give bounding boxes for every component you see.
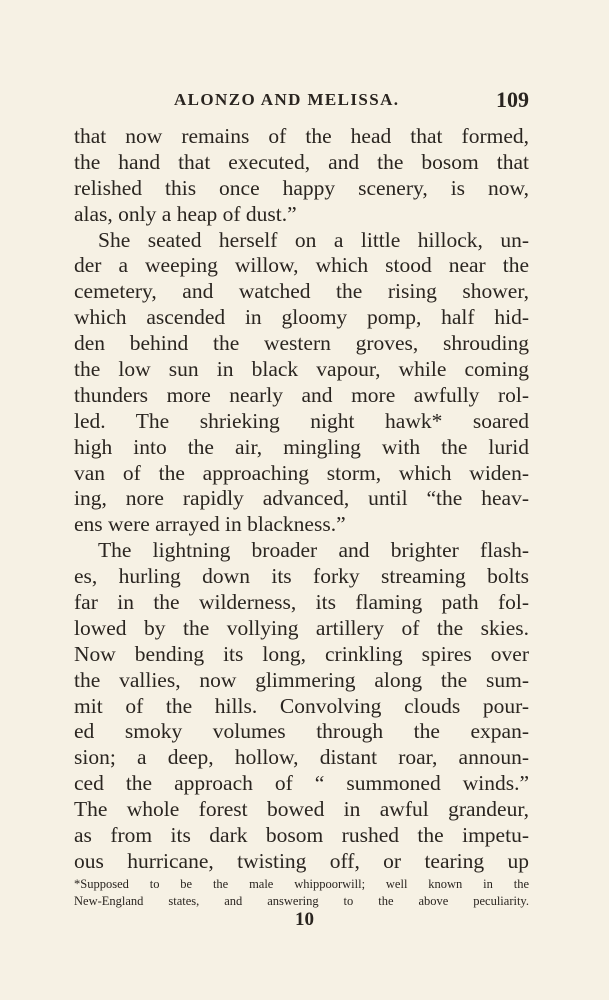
running-head — [74, 87, 529, 118]
text-line: the vallies, now glimmering along the sum- — [74, 667, 529, 692]
text-line: relished this once happy scenery, is now, — [74, 175, 529, 200]
text-line: den behind the western groves, shrouding — [74, 331, 529, 356]
text-line: ous hurricane, twisting off, or tearing up — [74, 848, 529, 873]
text-line: ens were arrayed in blackness.” — [74, 512, 346, 537]
text-line: thunders more nearly and more awfully rol- — [74, 382, 529, 407]
page-number: 109 — [496, 87, 529, 112]
text-line: alas, only a heap of dust.” — [74, 201, 297, 226]
footnote-line: *Supposed to be the male whippoorwill; well known in the — [74, 877, 529, 891]
running-title: ALONZO AND MELISSA. — [174, 90, 400, 109]
body-text — [74, 124, 529, 875]
text-line: cemetery, and watched the rising shower, — [74, 279, 529, 304]
text-line: ced the approach of “ summoned winds.” — [74, 771, 529, 796]
text-line: as from its dark bosom rushed the impetu- — [74, 823, 529, 848]
text-line: mit of the hills. Convolving clouds pour- — [74, 693, 529, 718]
text-line: lowed by the vollying artillery of the skies. — [74, 615, 529, 640]
text-line: far in the wilderness, its flaming path fol- — [74, 590, 529, 615]
signature-mark: 10 — [295, 909, 314, 930]
text-line: van of the approaching storm, which widen- — [74, 460, 529, 485]
text-line: high into the air, mingling with the lurid — [74, 434, 529, 459]
text-line: Now bending its long, crinkling spires over — [74, 641, 529, 666]
text-line: ing, nore rapidly advanced, until “the heav- — [74, 486, 529, 511]
text-line: The whole forest bowed in awful grandeur, — [74, 797, 529, 822]
text-line: She seated herself on a little hillock, un- — [98, 227, 529, 252]
text-line: der a weeping willow, which stood near the — [74, 253, 529, 278]
footnotes — [74, 876, 529, 910]
text-line: which ascended in gloomy pomp, half hid- — [74, 305, 529, 330]
text-line: the low sun in black vapour, while coming — [74, 357, 529, 382]
footnote-line: New-England states, and answering to the above peculiarity. — [74, 894, 529, 908]
text-line: ed smoky volumes through the expan- — [74, 719, 529, 744]
text-line: es, hurling down its forky streaming bolts — [74, 564, 529, 589]
text-line: The lightning broader and brighter flash- — [98, 538, 529, 563]
text-line: sion; a deep, hollow, distant roar, announ- — [74, 745, 529, 770]
text-line: led. The shrieking night hawk* soared — [74, 408, 529, 433]
text-line: the hand that executed, and the bosom that — [74, 149, 529, 174]
text-line: that now remains of the head that formed, — [74, 124, 529, 148]
